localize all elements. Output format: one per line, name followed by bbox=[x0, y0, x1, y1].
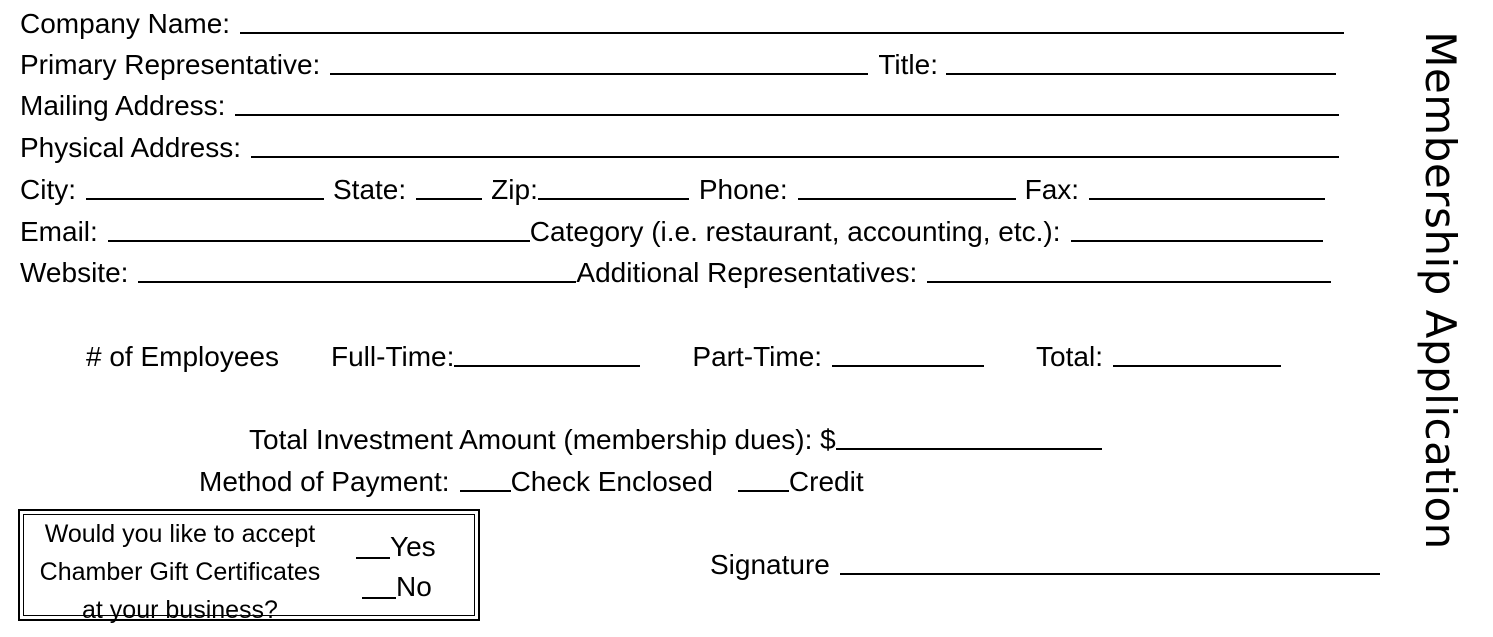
primary-rep-row bbox=[20, 41, 1336, 81]
part-time-field[interactable] bbox=[832, 343, 984, 367]
signature-label: Signature bbox=[710, 549, 830, 580]
gift-question-line-1: Would you like to accept bbox=[44, 520, 316, 548]
payment-label: Method of Payment: bbox=[199, 466, 450, 497]
full-time-label: Full-Time: bbox=[331, 341, 455, 372]
category-label: Category (i.e. restaurant, accounting, etc.): bbox=[529, 216, 1061, 247]
city-field[interactable] bbox=[86, 176, 324, 200]
website-label: Website: bbox=[20, 257, 129, 288]
signature-field[interactable] bbox=[840, 551, 1380, 575]
check-enclosed-blank[interactable] bbox=[460, 468, 511, 492]
company-name-label: Company Name: bbox=[20, 8, 231, 39]
email-row bbox=[20, 208, 1323, 248]
vertical-title bbox=[1410, 20, 1470, 560]
title-label: Title: bbox=[878, 49, 938, 80]
company-name-row bbox=[20, 0, 1344, 40]
page-title: Membership Application bbox=[1415, 30, 1465, 550]
gift-question-line-2: Chamber Gift Certificates bbox=[39, 558, 321, 586]
company-name-field[interactable] bbox=[240, 10, 1344, 34]
employees-row bbox=[86, 333, 1281, 373]
email-field[interactable] bbox=[108, 218, 530, 242]
additional-reps-field[interactable] bbox=[927, 259, 1331, 283]
gift-yes-label: Yes bbox=[390, 531, 436, 562]
payment-row bbox=[199, 458, 864, 498]
gift-certificate-box bbox=[18, 509, 480, 624]
state-label: State: bbox=[333, 174, 407, 205]
signature-row bbox=[710, 541, 1380, 581]
gift-question-line-3: at your business? bbox=[82, 596, 278, 624]
investment-row bbox=[249, 416, 1102, 456]
physical-address-label: Physical Address: bbox=[20, 132, 241, 163]
gift-no-option[interactable] bbox=[362, 571, 432, 603]
email-label: Email: bbox=[20, 216, 98, 247]
state-field[interactable] bbox=[416, 176, 482, 200]
phone-label: Phone: bbox=[698, 174, 788, 205]
phone-field[interactable] bbox=[798, 176, 1016, 200]
full-time-field[interactable] bbox=[454, 343, 640, 367]
title-field[interactable] bbox=[946, 51, 1336, 75]
category-field[interactable] bbox=[1071, 218, 1323, 242]
gift-yes-blank[interactable] bbox=[356, 535, 390, 559]
gift-question bbox=[24, 515, 336, 629]
part-time-label: Part-Time: bbox=[692, 341, 823, 372]
physical-address-row bbox=[20, 124, 1339, 164]
gift-no-blank[interactable] bbox=[362, 575, 396, 599]
physical-address-field[interactable] bbox=[251, 134, 1339, 158]
gift-yes-option[interactable] bbox=[356, 531, 436, 563]
fax-field[interactable] bbox=[1089, 176, 1325, 200]
mailing-address-field[interactable] bbox=[235, 92, 1339, 116]
investment-field[interactable] bbox=[836, 426, 1102, 450]
check-enclosed-label: Check Enclosed bbox=[510, 466, 713, 497]
city-label: City: bbox=[20, 174, 76, 205]
primary-rep-label: Primary Representative: bbox=[20, 49, 321, 80]
zip-label: Zip: bbox=[491, 174, 538, 205]
website-field[interactable] bbox=[138, 259, 576, 283]
additional-reps-label: Additional Representatives: bbox=[576, 257, 918, 288]
city-row bbox=[20, 166, 1325, 206]
credit-blank[interactable] bbox=[738, 468, 789, 492]
primary-rep-field[interactable] bbox=[330, 51, 868, 75]
mailing-address-row bbox=[20, 82, 1339, 122]
fax-label: Fax: bbox=[1024, 174, 1080, 205]
zip-field[interactable] bbox=[538, 176, 689, 200]
investment-label: Total Investment Amount (membership dues): $ bbox=[249, 424, 836, 455]
total-field[interactable] bbox=[1113, 343, 1281, 367]
gift-no-label: No bbox=[396, 571, 432, 602]
website-row bbox=[20, 249, 1331, 289]
credit-label: Credit bbox=[788, 466, 864, 497]
total-label: Total: bbox=[1036, 341, 1103, 372]
mailing-address-label: Mailing Address: bbox=[20, 90, 226, 121]
employees-label: # of Employees bbox=[86, 341, 279, 372]
